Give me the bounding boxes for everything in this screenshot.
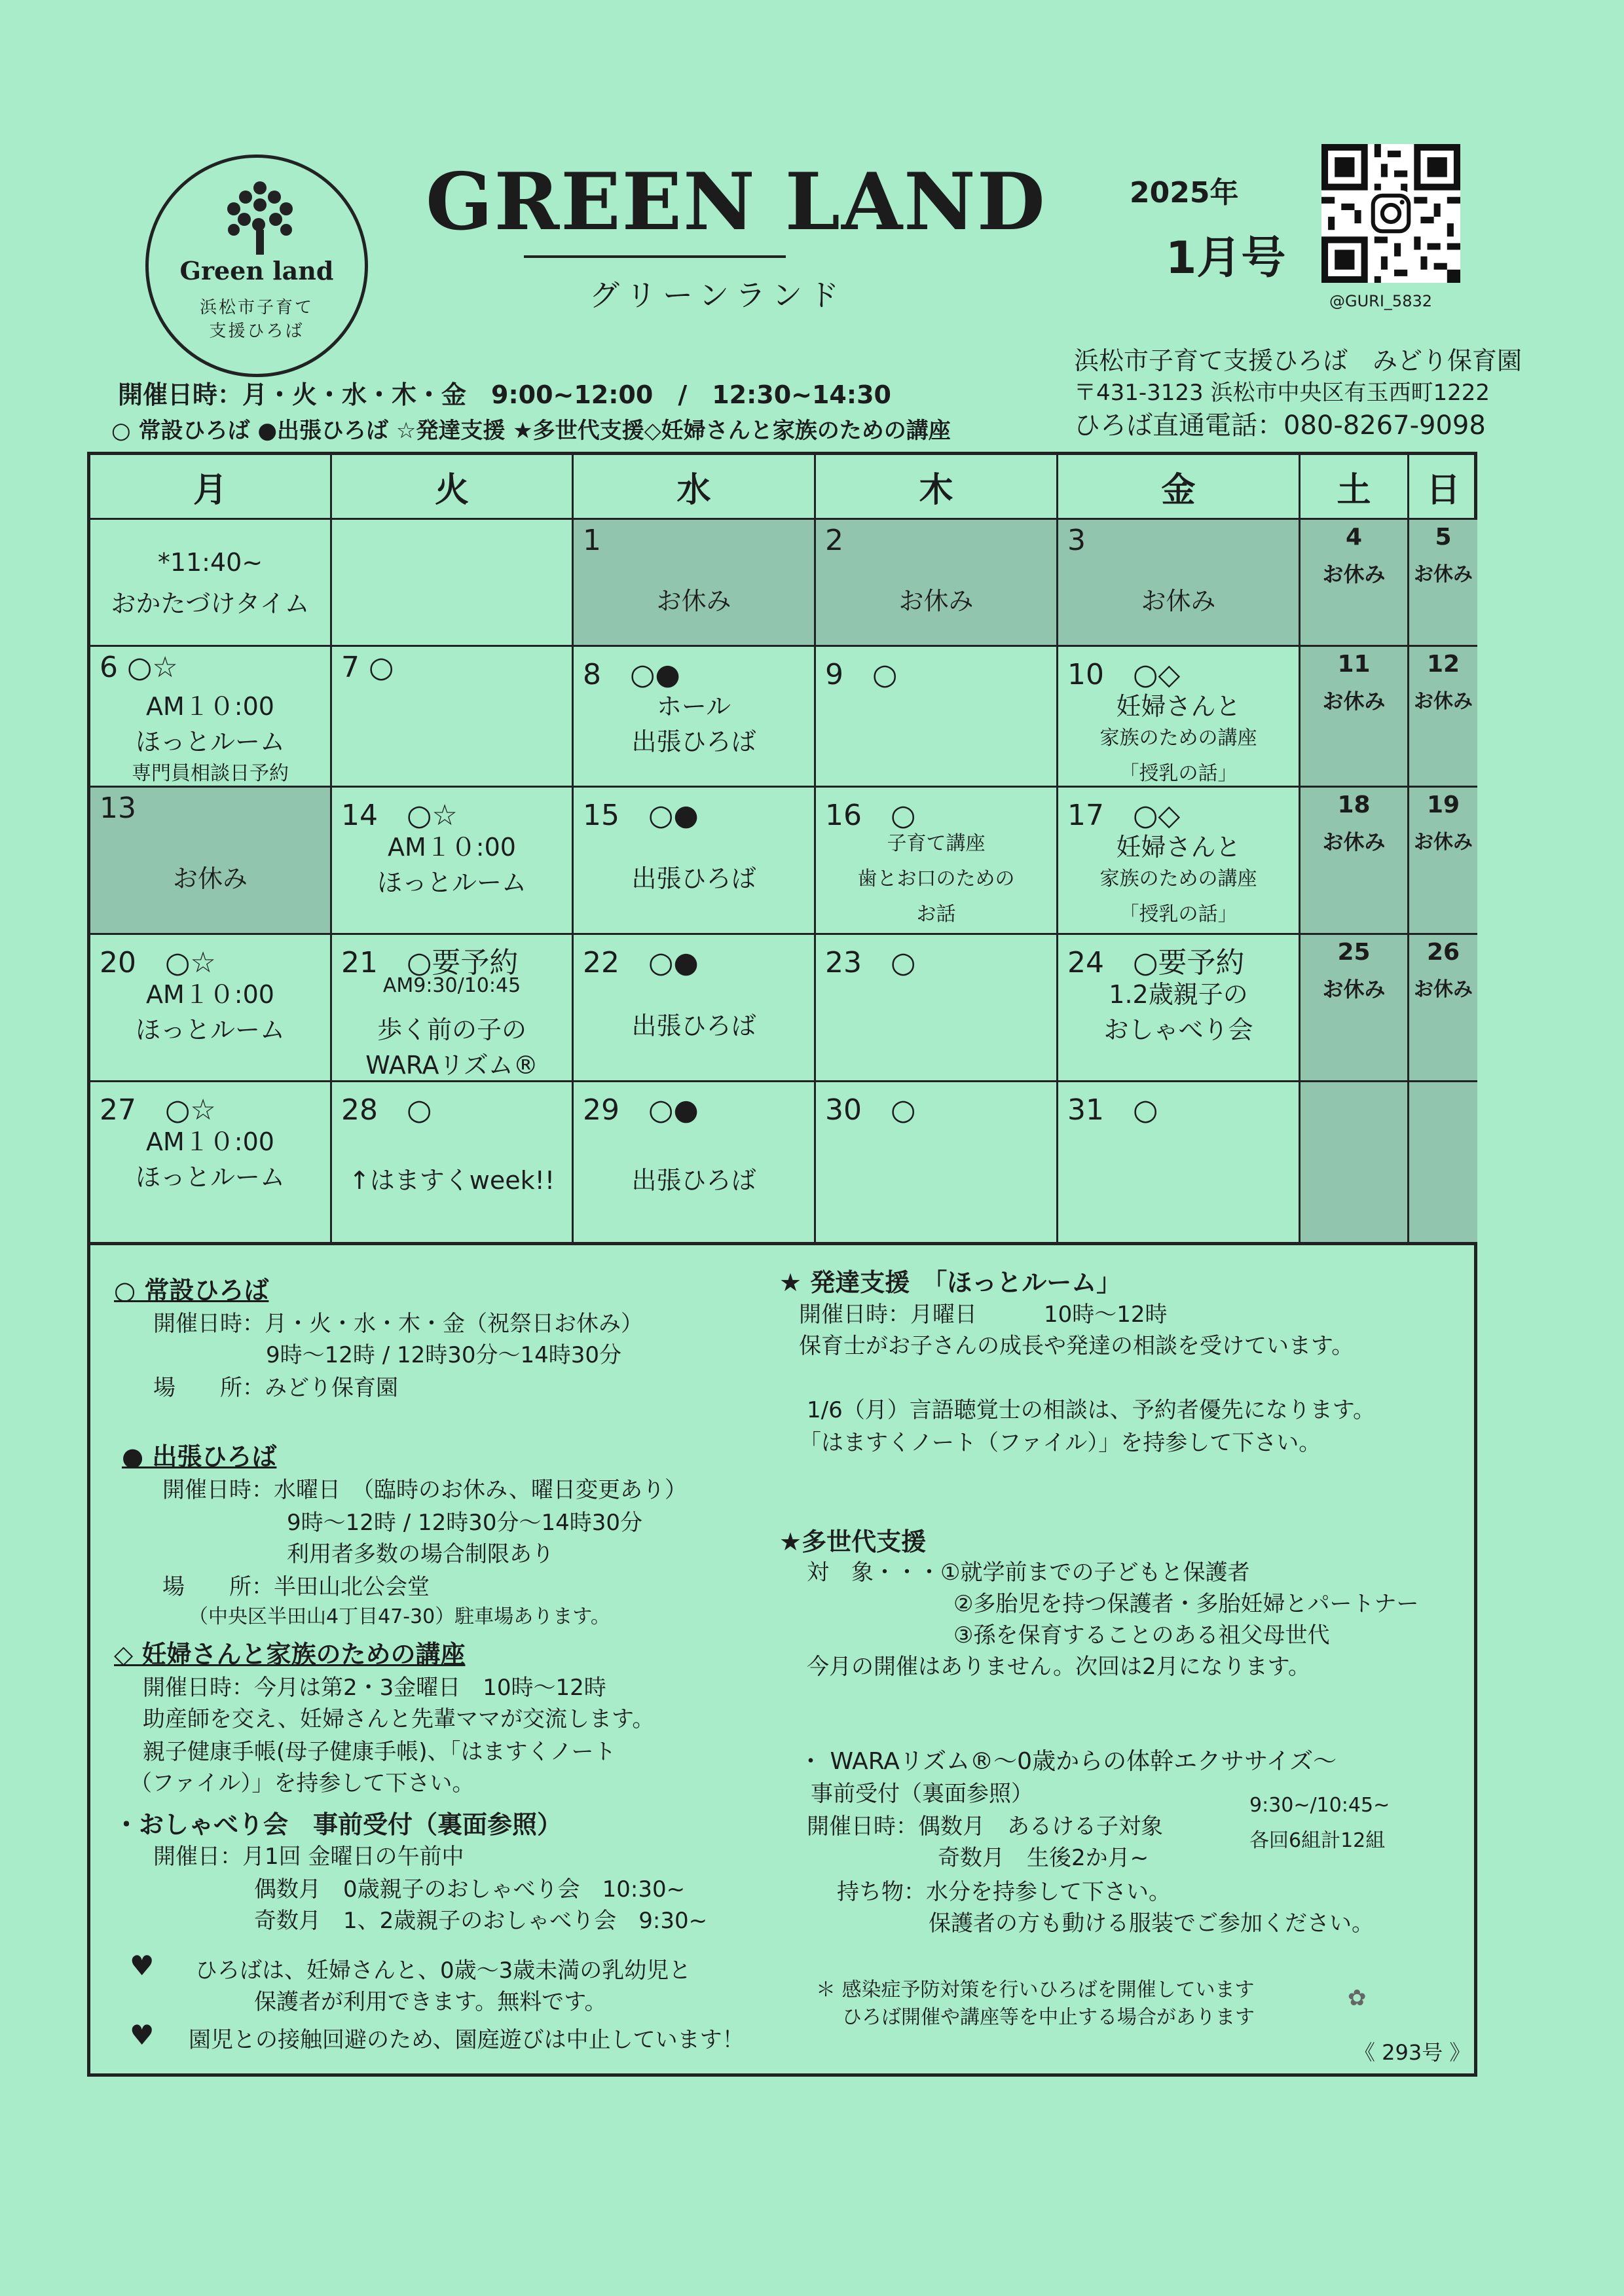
chat-meeting-date: 開催日：月1回 金曜日の午前中 bbox=[153, 1844, 464, 1870]
day-number: 8 ○● bbox=[583, 658, 680, 691]
calendar-day-cell bbox=[1301, 786, 1409, 933]
calendar-day-cell bbox=[1301, 1080, 1409, 1242]
day-event: ほっとルーム bbox=[377, 868, 526, 897]
logo-subtitle: 支援ひろば bbox=[209, 321, 304, 341]
day-event: お休み bbox=[1322, 562, 1386, 587]
day-event: おかたづけタイム bbox=[111, 589, 310, 618]
logo-name: Green land bbox=[179, 256, 334, 285]
day-number: 25 bbox=[1337, 939, 1371, 966]
wara-bring: 持ち物：水分を持参して下さい。 bbox=[837, 1879, 1171, 1905]
calendar-day-cell bbox=[1409, 933, 1477, 1080]
calendar-day-cell bbox=[332, 786, 574, 933]
day-number: 26 bbox=[1426, 939, 1460, 966]
opening-hours: 開催日時：月・火・水・木・金 9:00~12:00 / 12:30~14:30 bbox=[118, 380, 891, 409]
regular-hiroba-hours: 開催日時：月・火・水・木・金（祝祭日お休み） bbox=[153, 1311, 643, 1337]
day-event: 歯とお口のための bbox=[857, 867, 1015, 890]
day-event: お休み bbox=[1322, 977, 1386, 1002]
calendar-day-cell bbox=[90, 786, 332, 933]
maternity-course-bring: （ファイル）」を持参して下さい。 bbox=[130, 1770, 475, 1796]
day-number: 17 ○◇ bbox=[1067, 799, 1181, 832]
day-event: ↑はますくweek!! bbox=[348, 1165, 555, 1195]
day-number: 16 ○ bbox=[825, 799, 916, 832]
issue-year: 2025年 bbox=[1130, 176, 1239, 210]
day-number: 31 ○ bbox=[1067, 1093, 1158, 1127]
day-event: お休み bbox=[1322, 689, 1386, 714]
weekday-header: 土 bbox=[1301, 455, 1409, 518]
calendar-day-cell bbox=[1301, 933, 1409, 1080]
day-event: 専門員相談日予約 bbox=[132, 762, 289, 785]
calendar-day-cell bbox=[1058, 1080, 1301, 1242]
day-event: 「授乳の話」 bbox=[1119, 903, 1238, 926]
title-divider bbox=[524, 255, 786, 258]
day-event: お休み bbox=[172, 864, 248, 893]
day-event: AM１０:00 bbox=[146, 1127, 274, 1156]
day-number: 24 ○要予約 bbox=[1067, 946, 1245, 979]
infection-note: ＊ 感染症予防対策を行いひろばを開催しています bbox=[816, 1978, 1255, 2001]
day-event: 出張ひろば bbox=[631, 1011, 756, 1040]
calendar-day-cell bbox=[574, 933, 816, 1080]
day-event: 妊婦さんと bbox=[1116, 833, 1241, 862]
calendar-day-cell bbox=[90, 518, 332, 645]
calendar-day-cell bbox=[816, 518, 1058, 645]
eligibility-note: 保護者が利用できます。無料です。 bbox=[254, 1989, 607, 2015]
day-event: 家族のための講座 bbox=[1099, 727, 1257, 750]
wara-times: 9:30~/10:45~ bbox=[1249, 1794, 1390, 1817]
weekday-header: 金 bbox=[1058, 455, 1301, 518]
day-number: 2 bbox=[825, 524, 843, 557]
day-event: お休み bbox=[1414, 831, 1473, 854]
multigen-target-1: 対 象・・・①就学前までの子どもと保護者 bbox=[807, 1559, 1250, 1586]
day-number: 28 ○ bbox=[341, 1093, 432, 1127]
day-event: 出張ひろば bbox=[631, 727, 756, 756]
day-event: 歩く前の子の bbox=[377, 1015, 526, 1044]
newsletter-subtitle: グリーンランド bbox=[589, 278, 846, 313]
day-event: WARAリズム® bbox=[365, 1051, 538, 1080]
weekday-header: 木 bbox=[816, 455, 1058, 518]
branch-hiroba-hours: 開催日時：水曜日 （臨時のお休み、曜日変更あり） bbox=[162, 1477, 688, 1503]
issue-number: 《 293号 》 bbox=[1354, 2040, 1471, 2065]
day-number: 15 ○● bbox=[583, 799, 699, 832]
development-support-desc: 保育士がお子さんの成長や発達の相談を受けています。 bbox=[799, 1333, 1354, 1359]
calendar-day-cell bbox=[574, 1080, 816, 1242]
chat-meeting-odd: 奇数月 1、2歳親子のおしゃべり会 9:30~ bbox=[254, 1908, 708, 1934]
branch-hiroba-address: （中央区半田山4丁目47-30）駐車場あります。 bbox=[189, 1605, 610, 1628]
calendar-day-cell bbox=[1301, 645, 1409, 786]
day-number: 22 ○● bbox=[583, 946, 699, 979]
calendar-day-cell bbox=[1058, 518, 1301, 645]
qr-code-icon[interactable] bbox=[1321, 144, 1460, 283]
multigen-target-2: ②多胎児を持つ保護者・多胎妊婦とパートナー bbox=[953, 1591, 1419, 1617]
day-event: AM9:30/10:45 bbox=[382, 974, 521, 997]
calendar-day-cell bbox=[1058, 786, 1301, 933]
day-event: *11:40~ bbox=[157, 548, 263, 577]
speech-consult-note: 1/6（月）言語聴覚士の相談は、予約者優先になります。 bbox=[807, 1397, 1375, 1423]
organization-name: 浜松市子育て支援ひろば みどり保育園 bbox=[1074, 346, 1522, 375]
wara-clothing: 保護者の方も動ける服装でご参加ください。 bbox=[929, 1910, 1374, 1937]
wara-reservation: 事前受付（裏面参照） bbox=[811, 1781, 1033, 1807]
day-number: 12 bbox=[1426, 651, 1460, 678]
multigen-schedule: 今月の開催はありません。次回は2月になります。 bbox=[807, 1654, 1310, 1680]
regular-hiroba-place: 場 所：みどり保育園 bbox=[153, 1375, 398, 1401]
day-event: お休み bbox=[1322, 829, 1386, 854]
day-event: お休み bbox=[1414, 563, 1473, 586]
day-number: 10 ○◇ bbox=[1067, 658, 1181, 691]
heart-icon: ♥ bbox=[130, 1950, 155, 1982]
calendar-day-cell bbox=[90, 645, 332, 786]
day-number: 7 ○ bbox=[341, 651, 394, 684]
calendar-day-cell bbox=[332, 1080, 574, 1242]
day-number: 27 ○☆ bbox=[100, 1093, 216, 1127]
calendar-day-cell bbox=[574, 786, 816, 933]
regular-hiroba-heading: ○ 常設ひろば bbox=[114, 1276, 269, 1305]
calendar-day-cell bbox=[1409, 518, 1477, 645]
day-event: 子育て講座 bbox=[887, 832, 986, 855]
eligibility-note: ひろばは、妊婦さんと、0歳～3歳未満の乳幼児と bbox=[195, 1958, 692, 1984]
wara-odd-month: 奇数月 生後2か月~ bbox=[938, 1845, 1149, 1871]
calendar-day-cell bbox=[90, 933, 332, 1080]
newsletter-title: GREEN LAND bbox=[426, 156, 1046, 248]
clover-icon: ✿ bbox=[1348, 1985, 1367, 2011]
instagram-handle: @GURI_5832 bbox=[1329, 292, 1432, 310]
branch-hiroba-limit: 利用者多数の場合制限あり bbox=[287, 1541, 554, 1567]
calendar-day-cell bbox=[1058, 645, 1301, 786]
weekday-header: 日 bbox=[1426, 470, 1460, 510]
calendar-day-cell bbox=[1409, 1080, 1477, 1242]
weekday-header: 水 bbox=[574, 455, 816, 518]
day-event: お休み bbox=[656, 587, 731, 616]
calendar-day-cell bbox=[816, 786, 1058, 933]
tree-icon bbox=[221, 179, 299, 256]
day-event: ほっとルーム bbox=[135, 1015, 285, 1044]
maternity-course-heading: ◇ 妊婦さんと家族のための講座 bbox=[114, 1640, 466, 1669]
day-event: ほっとルーム bbox=[135, 1163, 285, 1192]
day-event: お話 bbox=[916, 903, 956, 926]
day-number: 29 ○● bbox=[583, 1093, 699, 1127]
wara-even-month: 開催日時：偶数月 あるける子対象 bbox=[807, 1813, 1163, 1840]
day-number: 4 bbox=[1345, 524, 1363, 551]
heart-icon: ♥ bbox=[130, 2019, 155, 2051]
calendar-day-cell bbox=[332, 645, 574, 786]
day-event: お休み bbox=[898, 587, 974, 616]
organization-phone: ひろば直通電話：080-8267-9098 bbox=[1074, 410, 1486, 441]
day-number: 11 bbox=[1337, 651, 1371, 678]
chat-meeting-heading: ・おしゃべり会 事前受付（裏面参照） bbox=[114, 1810, 563, 1839]
maternity-course-bring: 親子健康手帳(母子健康手帳)、「はますくノート bbox=[143, 1739, 616, 1765]
day-event: 出張ひろば bbox=[631, 864, 756, 893]
day-number: 3 bbox=[1067, 524, 1086, 557]
day-number: 18 bbox=[1337, 792, 1371, 818]
calendar-day-cell bbox=[1301, 518, 1409, 645]
calendar-day-cell bbox=[332, 933, 574, 1080]
multigen-target-3: ③孫を保育することのある祖父母世代 bbox=[953, 1622, 1330, 1649]
day-number: 6 ○☆ bbox=[100, 651, 178, 684]
day-event: お休み bbox=[1141, 587, 1216, 616]
day-event: 「授乳の話」 bbox=[1119, 762, 1238, 785]
day-number: 1 bbox=[583, 524, 601, 557]
calendar-day-cell bbox=[574, 645, 816, 786]
wara-capacity: 各回6組計12組 bbox=[1249, 1829, 1386, 1852]
regular-hiroba-time: 9時～12時 / 12時30分～14時30分 bbox=[266, 1342, 622, 1368]
symbol-legend: ○ 常設ひろば ●出張ひろば ☆発達支援 ★多世代支援◇妊婦さんと家族のための講座 bbox=[111, 418, 951, 444]
day-event: 1.2歳親子の bbox=[1109, 980, 1248, 1009]
branch-hiroba-place: 場 所：半田山北公会堂 bbox=[162, 1574, 430, 1600]
branch-hiroba-time: 9時～12時 / 12時30分～14時30分 bbox=[287, 1510, 643, 1536]
day-number: 9 ○ bbox=[825, 658, 898, 691]
calendar-grid bbox=[87, 452, 1477, 1245]
calendar-day-cell bbox=[816, 1080, 1058, 1242]
development-support-hours: 開催日時：月曜日 10時～12時 bbox=[799, 1302, 1168, 1328]
day-event: お休み bbox=[1414, 690, 1473, 713]
chat-meeting-even: 偶数月 0歳親子のおしゃべり会 10:30~ bbox=[254, 1876, 686, 1903]
day-number: 23 ○ bbox=[825, 946, 916, 979]
day-event: 妊婦さんと bbox=[1116, 692, 1241, 721]
day-event: AM１０:00 bbox=[146, 980, 274, 1009]
day-number: 19 bbox=[1426, 792, 1460, 818]
calendar-day-cell bbox=[1058, 933, 1301, 1080]
organization-address: 〒431-3123 浜松市中央区有玉西町1222 bbox=[1074, 380, 1490, 406]
weekday-header: 火 bbox=[332, 455, 574, 518]
day-event: 家族のための講座 bbox=[1099, 867, 1257, 890]
day-event: AM１０:00 bbox=[146, 692, 274, 721]
day-number: 21 ○要予約 bbox=[341, 946, 519, 979]
calendar-day-cell bbox=[90, 1080, 332, 1242]
calendar-day-cell bbox=[1409, 786, 1477, 933]
weekday-header: 月 bbox=[90, 455, 332, 518]
infection-note: ひろば開催や講座等を中止する場合があります bbox=[842, 2006, 1255, 2029]
calendar-day-cell bbox=[332, 518, 574, 645]
day-event: ほっとルーム bbox=[135, 727, 285, 756]
calendar-day-cell bbox=[574, 518, 816, 645]
calendar-day-cell bbox=[1409, 645, 1477, 786]
calendar-day-cell bbox=[816, 645, 1058, 786]
day-event: 出張ひろば bbox=[631, 1165, 756, 1195]
day-event: お休み bbox=[1414, 978, 1473, 1001]
wara-heading: ・ WARAリズム®～0歳からの体幹エクササイズ～ bbox=[799, 1748, 1337, 1775]
calendar-day-cell bbox=[816, 933, 1058, 1080]
issue-month: 1月号 bbox=[1166, 232, 1286, 284]
day-number: 5 bbox=[1435, 524, 1452, 551]
development-support-heading: ★ 発達支援 「ほっとルーム」 bbox=[779, 1268, 1122, 1297]
day-number: 13 bbox=[100, 792, 136, 825]
branch-hiroba-heading: ● 出張ひろば bbox=[122, 1442, 277, 1471]
day-number: 14 ○☆ bbox=[341, 799, 458, 832]
logo bbox=[145, 155, 368, 377]
day-event: おしゃべり会 bbox=[1103, 1015, 1253, 1044]
info-panel bbox=[87, 1245, 1477, 2077]
garden-notice: 園児との接触回避のため、園庭遊びは中止しています！ bbox=[189, 2027, 745, 2053]
maternity-course-hours: 開催日時：今月は第2・3金曜日 10時～12時 bbox=[143, 1675, 606, 1701]
day-number: 20 ○☆ bbox=[100, 946, 216, 979]
day-event: AM１０:00 bbox=[388, 833, 516, 862]
multigen-support-heading: ★多世代支援 bbox=[779, 1527, 927, 1556]
day-event: ホール bbox=[656, 692, 731, 721]
speech-consult-bring: 「はますくノート（ファイル）」を持参して下さい。 bbox=[799, 1430, 1321, 1456]
day-number: 30 ○ bbox=[825, 1093, 916, 1127]
logo-subtitle: 浜松市子育て bbox=[199, 298, 314, 318]
maternity-course-desc: 助産師を交え、妊婦さんと先輩ママが交流します。 bbox=[143, 1706, 655, 1732]
